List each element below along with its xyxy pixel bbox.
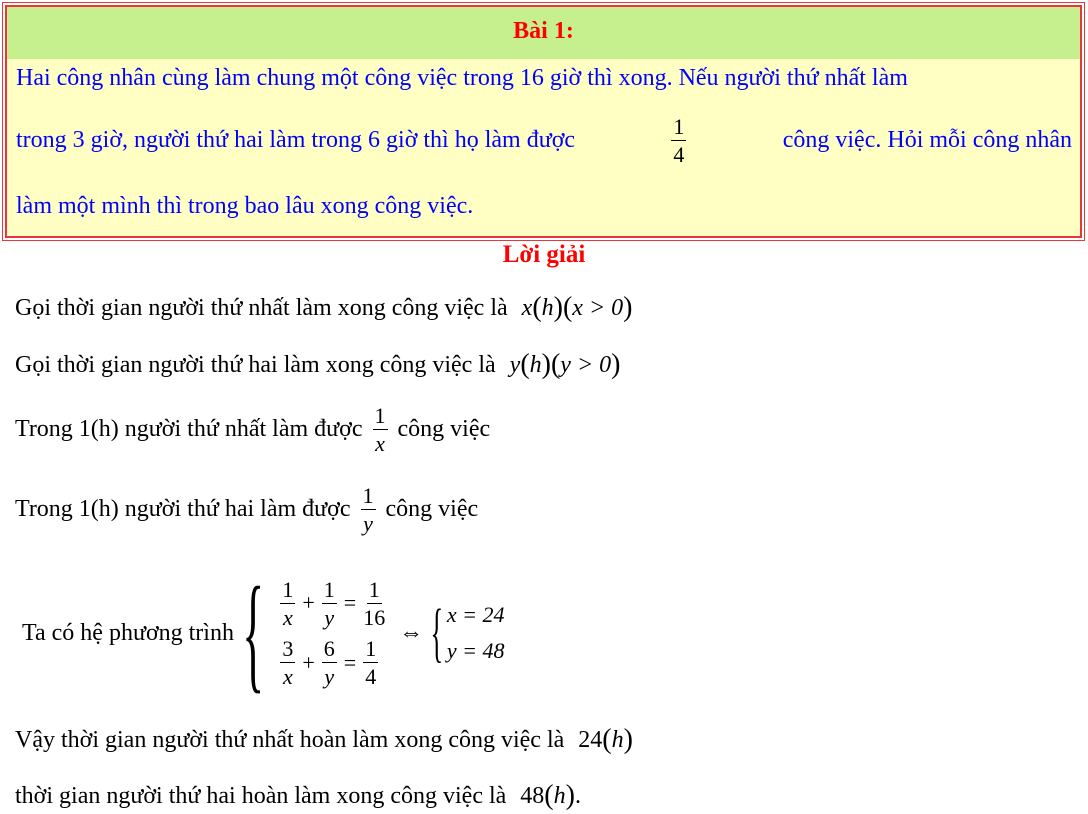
num: 1 (280, 578, 295, 604)
solution-heading: Lời giải (502, 241, 586, 268)
solution-line-3-text: Trong 1(h) người thứ nhất làm được (15, 416, 363, 443)
problem-line-2-after: công việc. Hỏi mỗi công nhân (782, 127, 1072, 154)
num: 1 (322, 578, 337, 604)
value-24: 24 (578, 727, 603, 753)
var-x: x (521, 295, 533, 321)
system-solution (447, 602, 505, 664)
conclusion-line-1 (15, 724, 633, 756)
fraction-num: 1 (373, 404, 388, 430)
eq2-term-b (322, 637, 337, 688)
unit-h: h (529, 352, 542, 378)
solution-line-1-math: x(h)(x > 0) (521, 292, 633, 323)
condition-y: y > 0 (560, 352, 612, 378)
fraction-den: x (375, 431, 385, 457)
solution-line-2-math: y(h)(y > 0) (509, 349, 621, 380)
solution-line-3 (15, 404, 490, 455)
solution-line-4-after: công việc (385, 496, 479, 523)
num: 6 (322, 637, 337, 663)
solution-line-2-text: Gọi thời gian người thứ hai làm xong công việc là (15, 352, 496, 378)
fraction-1-over-x (373, 404, 388, 455)
problem-line-2 (16, 115, 1072, 166)
den: x (282, 664, 293, 690)
solution-line-4 (15, 484, 478, 535)
den: 4 (365, 664, 377, 690)
conclusion-2-value: 48(h). (520, 780, 581, 811)
condition-x: x > 0 (572, 295, 624, 321)
fraction-num: 1 (361, 484, 376, 510)
eq1-term-a (280, 578, 295, 629)
problem-fraction (671, 115, 686, 166)
equation-system (22, 561, 505, 705)
solution-line-3-after: công việc (397, 416, 491, 443)
period: . (574, 783, 581, 809)
den: y (324, 664, 335, 690)
den: y (324, 604, 335, 630)
unit-h: h (553, 783, 566, 809)
left-brace: { (242, 561, 265, 705)
fraction-1-over-y (361, 484, 376, 535)
den: x (282, 604, 293, 630)
problem-box (5, 5, 1082, 238)
solution-line-4-text: Trong 1(h) người thứ hai làm được (15, 496, 351, 523)
problem-line-3-text: làm một mình thì trong bao lâu xong công việc. (16, 193, 474, 219)
problem-line-2-before: trong 3 giờ, người thứ hai làm trong 6 giờ thì họ làm được (16, 127, 576, 154)
eq2-result (363, 637, 378, 688)
problem-line-3 (16, 193, 1072, 220)
solution-y: y = 48 (446, 638, 505, 663)
conclusion-2-text: thời gian người thứ hai hoàn làm xong công việc là (15, 783, 507, 809)
num: 1 (367, 578, 382, 604)
value-48: 48 (520, 783, 545, 809)
problem-line-1-text: Hai công nhân cùng làm chung một công việc trong 16 giờ thì xong. Nếu người thứ nhất làm (16, 65, 908, 91)
unit-h: h (541, 295, 554, 321)
solution-line-2 (15, 349, 620, 381)
var-y: y (509, 352, 521, 378)
eq2-term-a (280, 637, 295, 688)
solution-x: x = 24 (446, 602, 505, 627)
eq1-term-b (322, 578, 337, 629)
solution-line-1-text: Gọi thời gian người thứ nhất làm xong công việc là (15, 295, 508, 321)
system-label: Ta có hệ phương trình (22, 619, 234, 646)
problem-title: Bài 1: (7, 7, 1080, 59)
den: 16 (363, 604, 386, 630)
num: 3 (280, 637, 295, 663)
problem-fraction-num: 1 (671, 115, 686, 141)
equation-1: $\frac{1}{x}$ + $\frac{1}{y}$ = $\frac{1}{16}$ (282, 576, 386, 630)
conclusion-1-value: 24(h) (578, 724, 633, 755)
conclusion-line-2 (15, 780, 581, 812)
unit-h: h (611, 727, 624, 753)
solution-brace: { (430, 596, 444, 669)
fraction-den: y (363, 511, 373, 537)
num: 1 (363, 637, 378, 663)
eq1-result (363, 578, 385, 629)
problem-fraction-den: 4 (673, 142, 685, 168)
equivalence-arrow-icon: ⇔ (399, 619, 424, 646)
equation-2: $\frac{3}{x}$ + $\frac{6}{y}$ = $\frac{1}{4}$ (282, 636, 377, 690)
conclusion-1-text: Vậy thời gian người thứ nhất hoàn làm xong công việc là (15, 727, 565, 753)
equations (276, 578, 389, 688)
solution-line-1 (15, 292, 632, 324)
problem-line-1 (16, 65, 1072, 92)
